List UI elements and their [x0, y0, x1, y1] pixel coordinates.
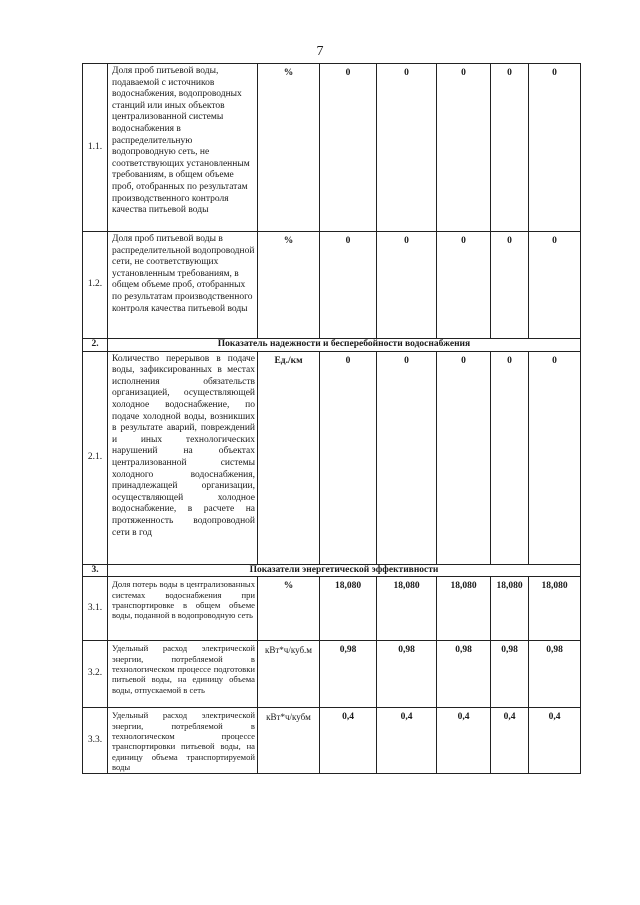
value-cell: 0,98: [529, 641, 581, 708]
table-row: [83, 577, 581, 641]
indicator-description: Количество перерывов в подаче воды, зафиксированных в местах исполнения обязательств организацией, осуществляющей холодное водоснабжение, по подаче холодной воды, возникших в результате аварий, повреждений и иных технологических нарушений на объектах централизованной системы холодного водоснабжения, принадлежащей организации, осуществляющей холодное водоснабжение, в расчете на протяженность водопроводной сети в год: [108, 351, 258, 564]
section-title: Показатели энергетической эффективности: [108, 564, 581, 577]
value-cell: 0: [320, 64, 377, 232]
page-number: 7: [316, 44, 324, 59]
unit-cell: кВт*ч/куб.м: [258, 641, 320, 708]
section-number: 3.: [83, 564, 108, 577]
section-number: 2.: [83, 339, 108, 352]
value-cell: 0: [529, 351, 581, 564]
value-cell: 0,4: [377, 708, 437, 773]
table-row: [83, 232, 581, 339]
table-row: [83, 641, 581, 708]
section-header-row: [83, 339, 581, 352]
table-row: [83, 351, 581, 564]
value-cell: 0: [377, 232, 437, 339]
value-cell: 0: [437, 232, 491, 339]
value-cell: 0: [320, 351, 377, 564]
row-number: 3.1.: [83, 577, 108, 641]
indicator-description: Удельный расход электрической энергии, потребляемой в технологическом процессе подготовки питьевой воды, на единицу объема воды, отпускаемой в сеть: [108, 641, 258, 708]
value-cell: 0,4: [491, 708, 529, 773]
indicator-description: Доля потерь воды в централизованных системах водоснабжения при транспортировке в общем объеме воды, поданной в водопроводную сеть: [108, 577, 258, 641]
value-cell: 0,98: [377, 641, 437, 708]
indicator-description: Удельный расход электрической энергии, потребляемой в технологическом процессе транспортировки питьевой воды, на единицу объема транспортируемой воды: [108, 708, 258, 773]
value-cell: 0,98: [320, 641, 377, 708]
table-row: [83, 708, 581, 773]
value-cell: 0,4: [437, 708, 491, 773]
value-cell: 18,080: [320, 577, 377, 641]
value-cell: 0,4: [320, 708, 377, 773]
table-row: [83, 64, 581, 232]
row-number: 1.1.: [83, 64, 108, 232]
value-cell: 0: [320, 232, 377, 339]
unit-cell: Ед./км: [258, 351, 320, 564]
value-cell: 0: [529, 232, 581, 339]
indicator-description: Доля проб питьевой воды в распределительной водопроводной сети, не соответствующих установленным требованиям, в общем объеме проб, отобранных по результатам производственного контроля качества питьевой воды: [108, 232, 258, 339]
value-cell: 0,4: [529, 708, 581, 773]
value-cell: 18,080: [529, 577, 581, 641]
value-cell: 0: [491, 232, 529, 339]
indicators-table: [82, 63, 581, 774]
value-cell: 18,080: [437, 577, 491, 641]
value-cell: 0: [377, 64, 437, 232]
value-cell: 0: [437, 64, 491, 232]
unit-cell: кВт*ч/кубм: [258, 708, 320, 773]
value-cell: 18,080: [491, 577, 529, 641]
value-cell: 0,98: [437, 641, 491, 708]
row-number: 1.2.: [83, 232, 108, 339]
value-cell: 0: [437, 351, 491, 564]
unit-cell: %: [258, 577, 320, 641]
value-cell: 0,98: [491, 641, 529, 708]
value-cell: 0: [377, 351, 437, 564]
section-title: Показатель надежности и бесперебойности водоснабжения: [108, 339, 581, 352]
row-number: 2.1.: [83, 351, 108, 564]
unit-cell: %: [258, 232, 320, 339]
indicator-description: Доля проб питьевой воды, подаваемой с источников водоснабжения, водопроводных станций или иных объектов централизованной системы водоснабжения в распределительную водопроводную сеть, не соответствующих установленным требованиям, в общем объеме проб, отобранных по результатам производственного контроля качества питьевой воды: [108, 64, 258, 232]
row-number: 3.2.: [83, 641, 108, 708]
value-cell: 0: [491, 351, 529, 564]
value-cell: 0: [529, 64, 581, 232]
value-cell: 0: [491, 64, 529, 232]
section-header-row: [83, 564, 581, 577]
unit-cell: %: [258, 64, 320, 232]
row-number: 3.3.: [83, 708, 108, 773]
value-cell: 18,080: [377, 577, 437, 641]
